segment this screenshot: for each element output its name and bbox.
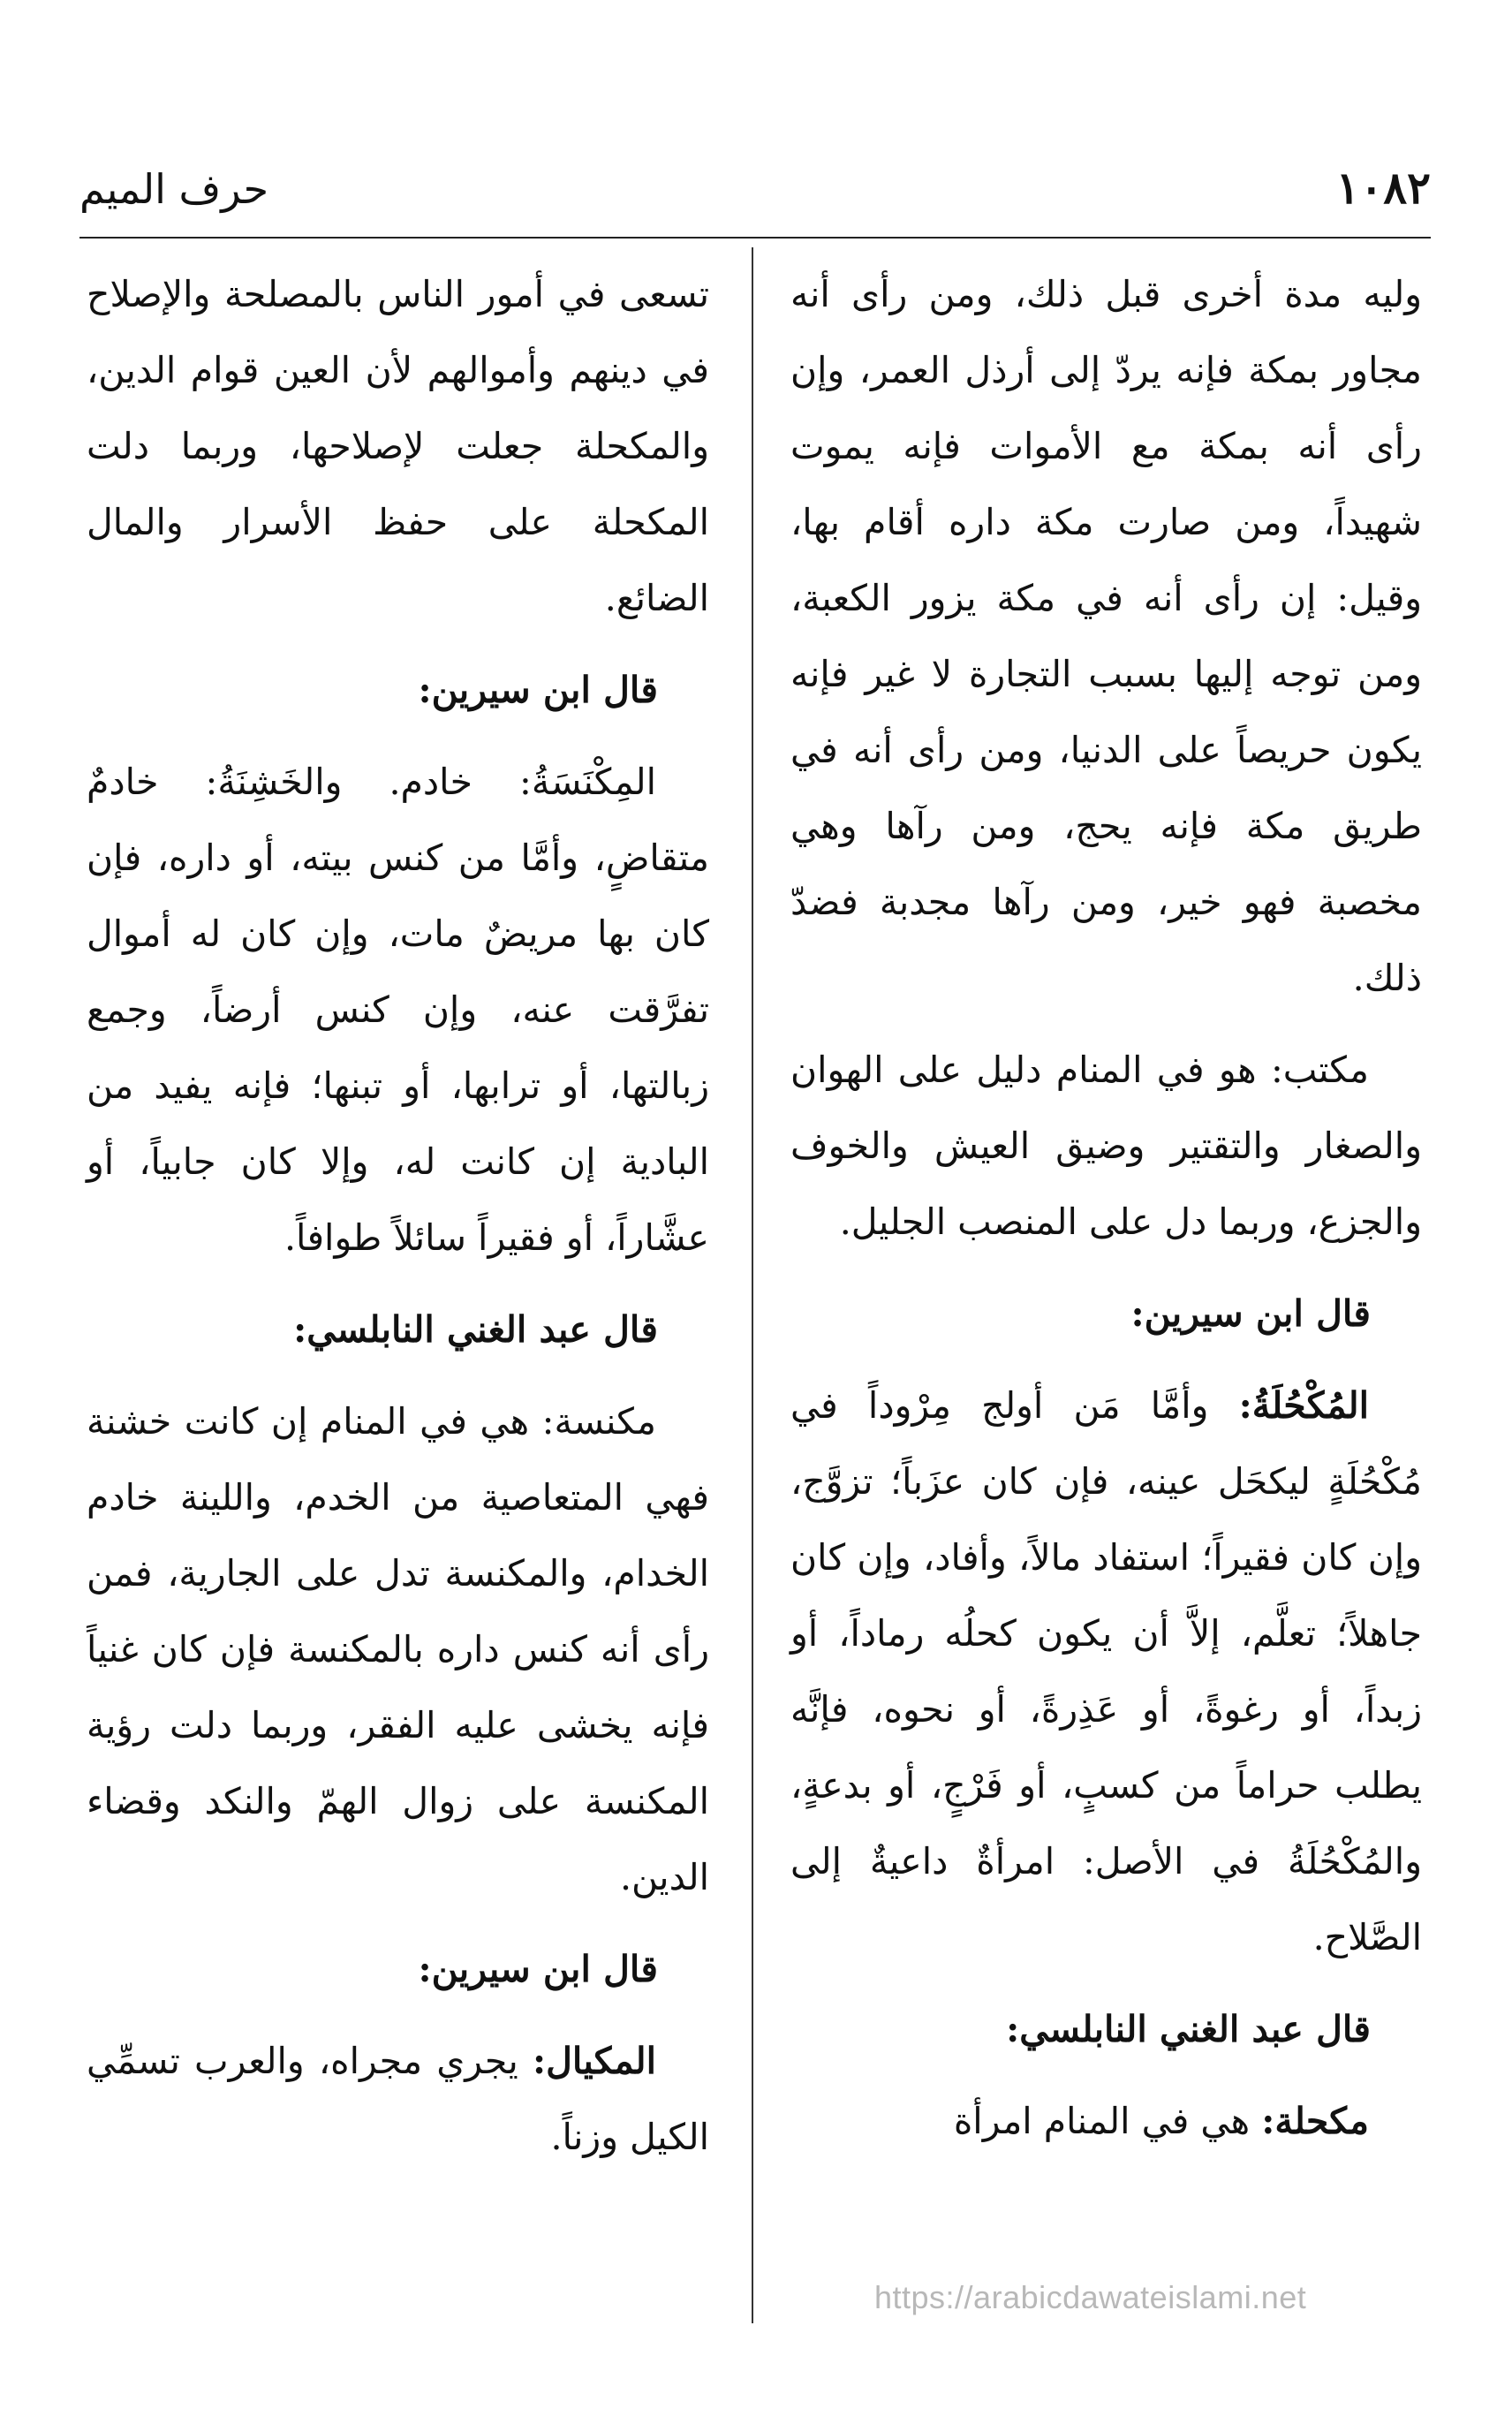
running-title: حرف الميم	[79, 165, 269, 213]
page-header	[79, 155, 1431, 234]
paragraph: وليه مدة أخرى قبل ذلك، ومن رأى أنه مجاور بمكة فإنه يردّ إلى أرذل العمر، وإن رأى أنه بمكة مع الأموات فإنه يموت شهيداً، ومن صارت مكة داره أقام بها، وقيل: إن رأى أنه في مكة يزور الكعبة، ومن توجه إليها بسبب التجارة لا غير فإنه يكون حريصاً على الدنيا، ومن رأى أنه في طريق مكة فإنه يحج، ومن رآها وهي مخصبة فهو خير، ومن رآها مجدبة فضدّ ذلك.	[790, 273, 1422, 999]
paragraph: تسعى في أمور الناس بالمصلحة والإصلاح في دينهم وأموالهم لأن العين قوام الدين، والمكحلة جعلت لإصلاحها، وربما دلت المكحلة على حفظ الأسرار والمال الضائع.	[87, 273, 709, 619]
section-heading: قال ابن سيرين:	[418, 669, 658, 711]
left-column	[87, 256, 709, 2191]
section-heading: قال ابن سيرين:	[1130, 1292, 1371, 1335]
entry-text: هي في المنام امرأة	[953, 2100, 1251, 2142]
entry-term: مكحلة:	[1261, 2100, 1369, 2142]
paragraph: المِكْنَسَةُ: خادم. والخَشِنَةُ: خادمٌ متقاضٍ، وأمَّا من كنس بيته، أو داره، فإن كان بها مريضٌ مات، وإن كان له أموال تفرَّقت عنه، وإن كنس أرضاً، وجمع زبالتها، أو ترابها، أو تبنها؛ فإنه يفيد من البادية إن كانت له، وإلا كان جابياً، أو عشَّاراً، أو فقيراً سائلاً طوافاً.	[87, 761, 709, 1259]
column-divider	[752, 247, 753, 2323]
paragraph	[87, 2023, 709, 2175]
paragraph: مكتب: هو في المنام دليل على الهوان والصغار والتقتير وضيق العيش والخوف والجزع، وربما دل على المنصب الجليل.	[790, 1049, 1422, 1243]
right-column	[790, 256, 1422, 2175]
paragraph: مكنسة: هي في المنام إن كانت خشنة فهي المتعاصية من الخدم، واللينة خادم الخدام، والمكنسة تدل على الجارية، فمن رأى أنه كنس داره بالمكنسة فإن كان غنياً فإنه يخشى عليه الفقر، وربما دلت رؤية المكنسة على زوال الهمّ والنكد وقضاء الدين.	[87, 1400, 709, 1898]
entry-term: المُكْحُلَةُ:	[1238, 1384, 1369, 1427]
paragraph	[790, 1367, 1422, 1975]
header-rule	[79, 237, 1431, 239]
section-heading: قال عبد الغني النابلسي:	[293, 1308, 658, 1351]
entry-text: يجري مجراه، والعرب تسمِّي الكيل وزناً.	[87, 2040, 709, 2158]
page-number: ١٠٨٢	[1335, 162, 1431, 214]
entry-text: وأمَّا مَن أولج مِرْوداً في مُكْحُلَةٍ ليكحَل عينه، فإن كان عزَباً؛ تزوَّج، وإن كان فقيراً؛ استفاد مالاً، وأفاد، وإن كان جاهلاً؛ تعلَّم، إلاَّ أن يكون كحلُه رماداً، أو زبداً، أو رغوةً، أو عَذِرةً، أو نحوه، فإنَّه يطلب حراماً من كسبٍ، أو فَرْجٍ، أو بدعةٍ، والمُكْحُلَةُ في الأصل: امرأةٌ داعيةٌ إلى الصَّلاح.	[790, 1384, 1422, 1958]
paragraph	[790, 2083, 1422, 2159]
section-heading: قال ابن سيرين:	[418, 1948, 658, 1990]
entry-term: المكيال:	[532, 2040, 656, 2082]
watermark-url: https://arabicdawateislami.net	[874, 2279, 1307, 2315]
section-heading: قال عبد الغني النابلسي:	[1006, 2008, 1371, 2050]
